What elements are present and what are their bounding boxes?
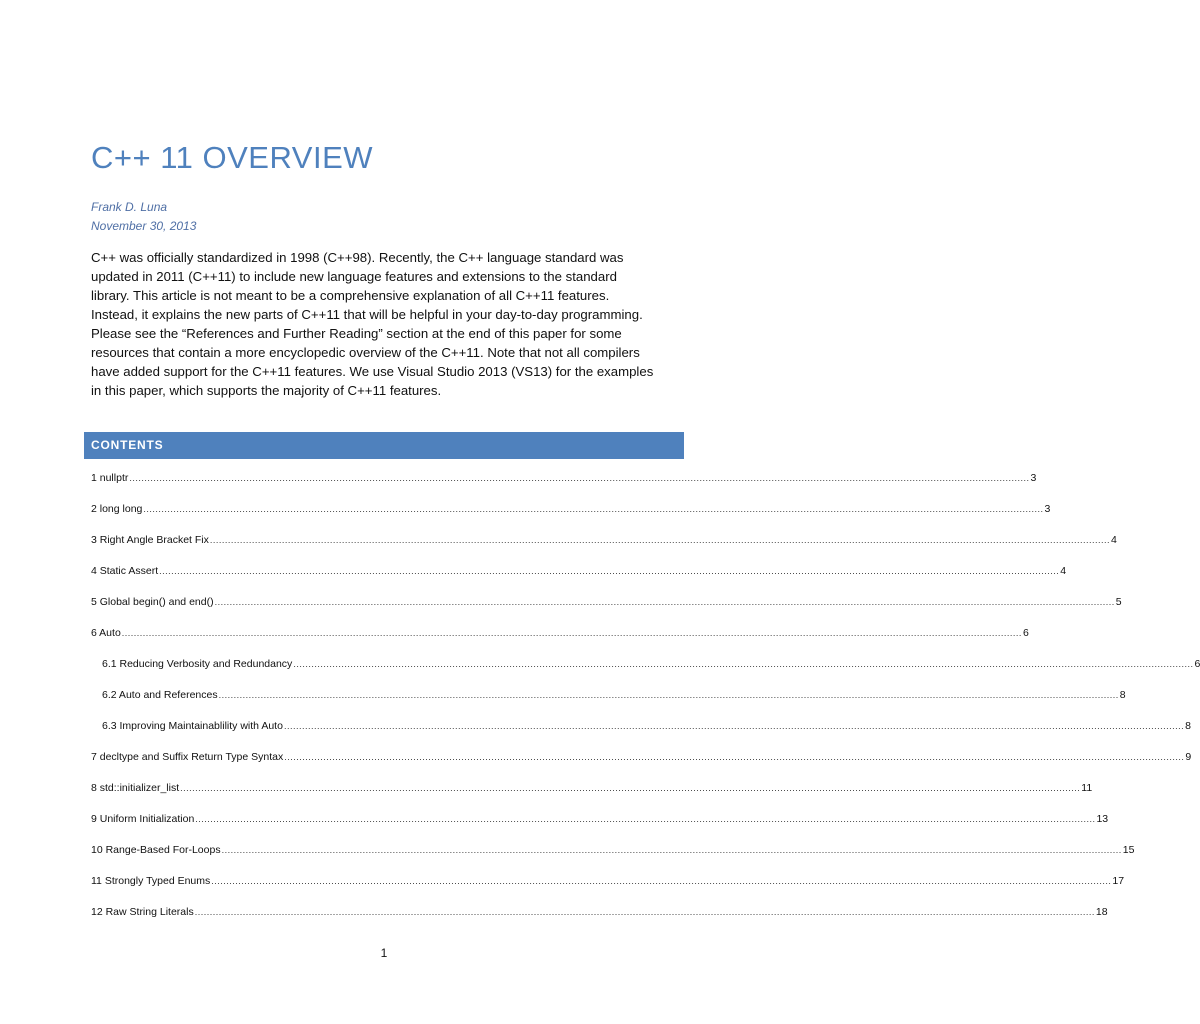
toc-entry-title: 10 Range-Based For-Loops bbox=[91, 844, 221, 856]
intro-line: library. This article is not meant to be a comprehensive explanation of all C++11 features. bbox=[91, 288, 610, 303]
toc-entry-page: 15 bbox=[1122, 844, 1135, 856]
toc-entry-page: 9 bbox=[1185, 751, 1192, 763]
toc-entry[interactable] bbox=[91, 472, 1037, 490]
toc-entry-title: 4 Static Assert bbox=[91, 565, 159, 577]
toc-leader-dots: ............................................................................................................................................................................................................................................................................................................ bbox=[211, 876, 1112, 886]
page-number: 1 bbox=[380, 946, 388, 960]
toc-entry-page: 3 bbox=[1044, 503, 1051, 515]
toc-leader-dots: ............................................................................................................................................................................................................................................................................................................ bbox=[129, 473, 1030, 483]
document-author: Frank D. Luna bbox=[91, 200, 168, 214]
toc-entry-page: 13 bbox=[1096, 813, 1109, 825]
toc-entry[interactable] bbox=[91, 813, 1109, 831]
toc-leader-dots: ............................................................................................................................................................................................................................................................................................................ bbox=[284, 752, 1185, 762]
toc-entry[interactable] bbox=[91, 844, 1135, 862]
contents-heading: CONTENTS bbox=[91, 438, 164, 452]
toc-leader-dots: ............................................................................................................................................................................................................................................................................................................ bbox=[194, 907, 1095, 917]
toc-leader-dots: ............................................................................................................................................................................................................................................................................................................ bbox=[143, 504, 1044, 514]
toc-entry[interactable] bbox=[91, 906, 1108, 924]
contents-heading-bar bbox=[84, 432, 684, 459]
toc-entry-title: 2 long long bbox=[91, 503, 143, 515]
toc-entry-page: 5 bbox=[1115, 596, 1122, 608]
toc-subentry[interactable] bbox=[102, 720, 1191, 738]
intro-line: in this paper, which supports the majority of C++11 features. bbox=[91, 383, 442, 398]
toc-entry[interactable] bbox=[91, 565, 1067, 583]
toc-entry-title: 8 std::initializer_list bbox=[91, 782, 180, 794]
toc-entry-page: 4 bbox=[1060, 565, 1067, 577]
toc-entry[interactable] bbox=[91, 503, 1051, 521]
document-date: November 30, 2013 bbox=[91, 219, 197, 233]
toc-leader-dots: ............................................................................................................................................................................................................................................................................................................ bbox=[209, 535, 1111, 545]
toc-entry-page: 17 bbox=[1112, 875, 1125, 887]
toc-entry-page: 11 bbox=[1081, 782, 1093, 794]
toc-entry-title: 6.2 Auto and References bbox=[102, 689, 218, 701]
toc-entry-page: 3 bbox=[1030, 472, 1037, 484]
toc-leader-dots: ............................................................................................................................................................................................................................................................................................................ bbox=[283, 721, 1185, 731]
toc-entry-title: 11 Strongly Typed Enums bbox=[91, 875, 211, 887]
toc-entry[interactable] bbox=[91, 627, 1029, 645]
toc-leader-dots: ............................................................................................................................................................................................................................................................................................................ bbox=[218, 690, 1119, 700]
toc-leader-dots: ............................................................................................................................................................................................................................................................................................................ bbox=[180, 783, 1081, 793]
toc-entry-page: 18 bbox=[1095, 906, 1108, 918]
toc-entry[interactable] bbox=[91, 875, 1125, 893]
toc-leader-dots: ............................................................................................................................................................................................................................................................................................................ bbox=[121, 628, 1022, 638]
toc-entry-title: 9 Uniform Initialization bbox=[91, 813, 195, 825]
toc-leader-dots: ............................................................................................................................................................................................................................................................................................................ bbox=[159, 566, 1060, 576]
toc-entry-title: 6 Auto bbox=[91, 627, 121, 639]
toc-entry-title: 7 decltype and Suffix Return Type Syntax bbox=[91, 751, 284, 763]
toc-leader-dots: ............................................................................................................................................................................................................................................................................................................ bbox=[293, 659, 1194, 669]
intro-line: Please see the “References and Further Reading” section at the end of this paper for some bbox=[91, 326, 622, 341]
toc-entry[interactable] bbox=[91, 534, 1117, 552]
toc-entry[interactable] bbox=[91, 596, 1122, 614]
toc-entry-title: 3 Right Angle Bracket Fix bbox=[91, 534, 209, 546]
toc-entry[interactable] bbox=[91, 751, 1192, 769]
toc-entry-title: 5 Global begin() and end() bbox=[91, 596, 214, 608]
toc-entry-page: 6 bbox=[1022, 627, 1029, 639]
toc-entry-title: 12 Raw String Literals bbox=[91, 906, 194, 918]
toc-leader-dots: ............................................................................................................................................................................................................................................................................................................ bbox=[214, 597, 1115, 607]
toc-leader-dots: ............................................................................................................................................................................................................................................................................................................ bbox=[221, 845, 1122, 855]
intro-line: resources that contain a more encyclopedic overview of the C++11. Note that not all compilers bbox=[91, 345, 640, 360]
intro-line: updated in 2011 (C++11) to include new language features and extensions to the standard bbox=[91, 269, 617, 284]
toc-leader-dots: ............................................................................................................................................................................................................................................................................................................ bbox=[195, 814, 1096, 824]
toc-entry-page: 4 bbox=[1111, 534, 1117, 546]
intro-paragraph bbox=[91, 248, 691, 400]
intro-line: have added support for the C++11 features. We use Visual Studio 2013 (VS13) for the examples bbox=[91, 364, 654, 379]
toc-entry-title: 6.1 Reducing Verbosity and Redundancy bbox=[102, 658, 293, 670]
toc-entry-page: 6 bbox=[1194, 658, 1200, 670]
intro-line: Instead, it explains the new parts of C++11 that will be helpful in your day-to-day programming. bbox=[91, 307, 643, 322]
toc-entry[interactable] bbox=[91, 782, 1093, 800]
toc-subentry[interactable] bbox=[102, 658, 1200, 676]
toc-subentry[interactable] bbox=[102, 689, 1126, 707]
toc-entry-page: 8 bbox=[1119, 689, 1126, 701]
intro-line: C++ was officially standardized in 1998 (C++98). Recently, the C++ language standard was bbox=[91, 250, 624, 265]
toc-entry-title: 1 nullptr bbox=[91, 472, 129, 484]
document-title: C++ 11 OVERVIEW bbox=[91, 140, 374, 175]
toc-entry-page: 8 bbox=[1185, 720, 1191, 732]
toc-entry-title: 6.3 Improving Maintainablility with Auto bbox=[102, 720, 283, 732]
